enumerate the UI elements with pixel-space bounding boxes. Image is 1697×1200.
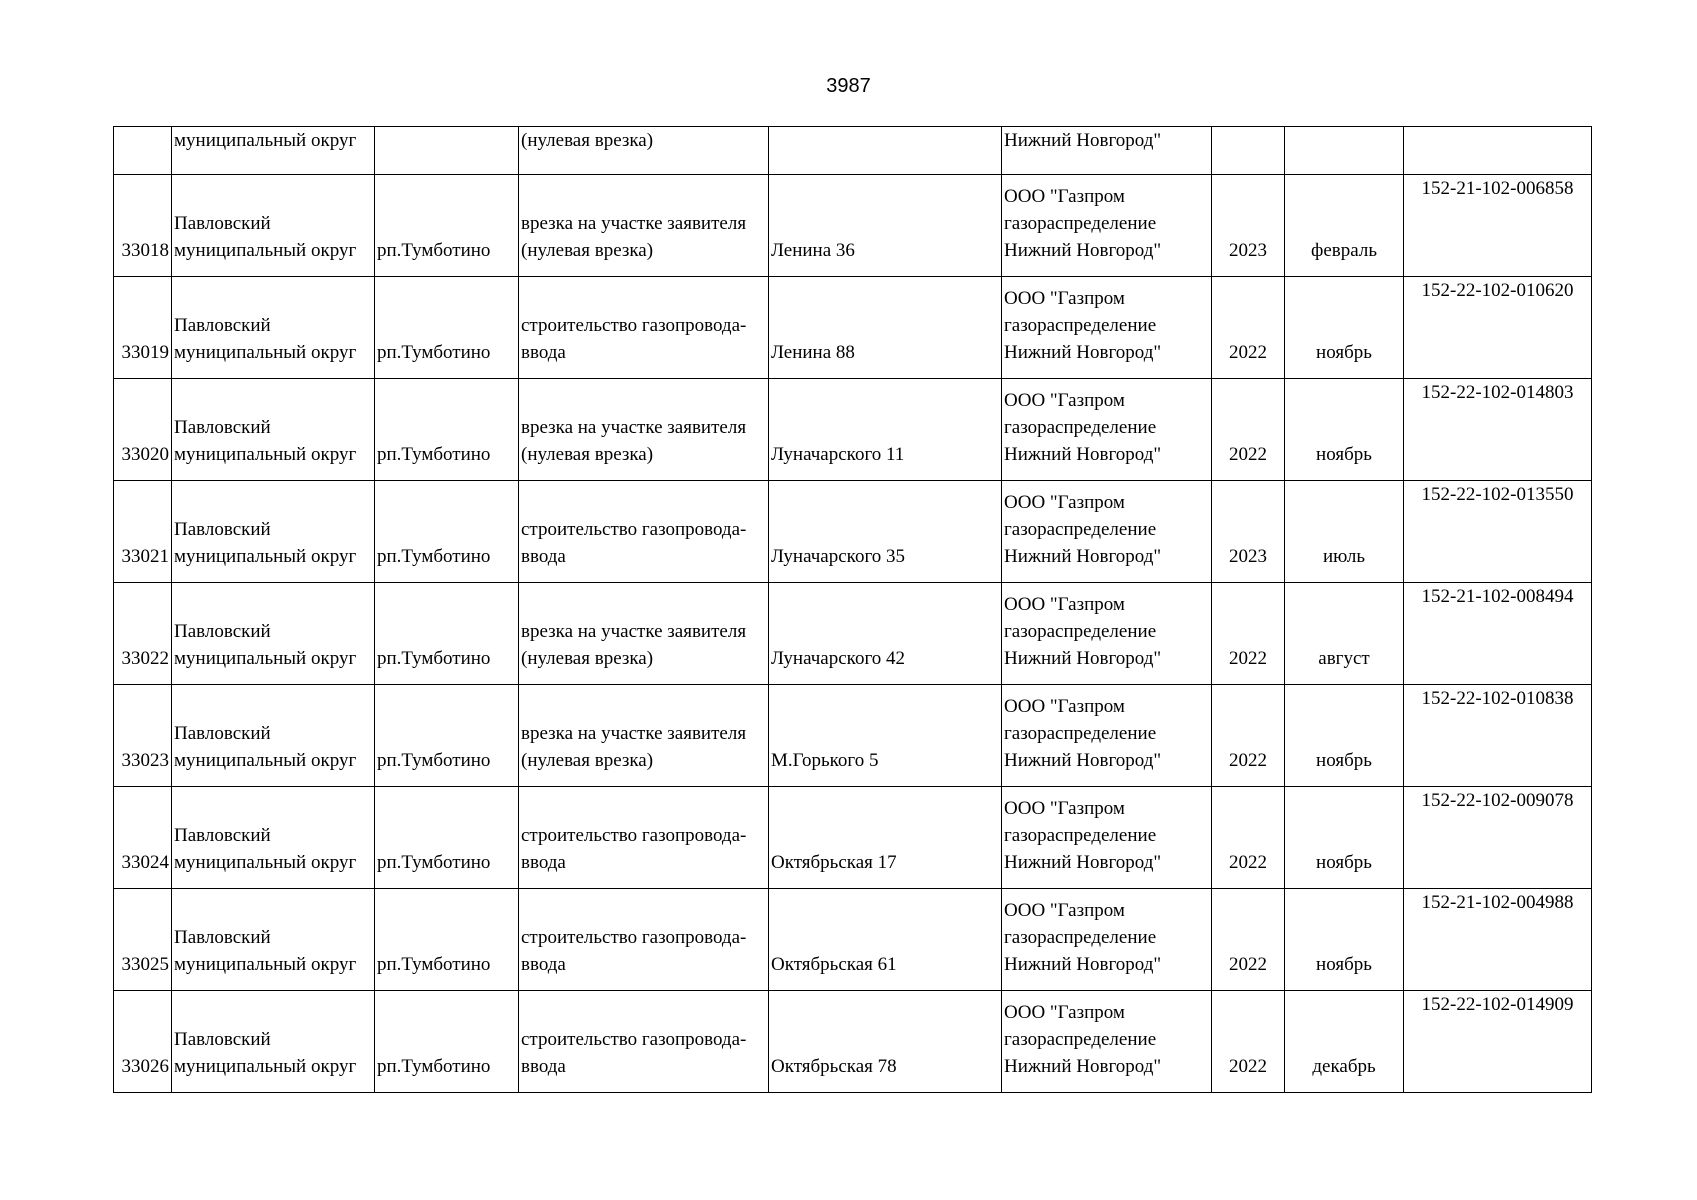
cell-district bbox=[172, 277, 375, 379]
district-line: муниципальный округ bbox=[174, 546, 357, 567]
district-line: Павловский bbox=[174, 213, 271, 234]
table-row-continuation bbox=[114, 127, 1592, 175]
table-row bbox=[114, 277, 1592, 379]
cell-district bbox=[172, 127, 375, 175]
district-line: Павловский bbox=[174, 519, 271, 540]
cell-locality: рп.Тумботино bbox=[375, 583, 519, 685]
organization-line: Нижний Новгород" bbox=[1004, 648, 1162, 669]
cell-month: ноябрь bbox=[1285, 787, 1404, 889]
organization-line: Нижний Новгород" bbox=[1004, 240, 1162, 261]
work-type-line: строительство газопровода- bbox=[521, 1029, 747, 1050]
table-row bbox=[114, 175, 1592, 277]
work-type-line: ввода bbox=[521, 546, 566, 567]
cell-year: 2023 bbox=[1212, 481, 1285, 583]
cell-address bbox=[769, 127, 1002, 175]
cell-month: август bbox=[1285, 583, 1404, 685]
cell-month: ноябрь bbox=[1285, 379, 1404, 481]
organization-line: ООО "Газпром bbox=[1004, 186, 1125, 207]
cell-year: 2023 bbox=[1212, 175, 1285, 277]
district-line: Павловский bbox=[174, 621, 271, 642]
cell-locality: рп.Тумботино bbox=[375, 991, 519, 1093]
cell-number: 33025 bbox=[114, 889, 172, 991]
cell-code: 152-21-102-004988 bbox=[1404, 889, 1592, 991]
cell-number: 33026 bbox=[114, 991, 172, 1093]
cell-year: 2022 bbox=[1212, 277, 1285, 379]
organization-line: газораспределение bbox=[1004, 825, 1157, 846]
cell-organization bbox=[1002, 481, 1212, 583]
cell-address: Октябрьская 61 bbox=[769, 889, 1002, 991]
organization-line: Нижний Новгород" bbox=[1004, 954, 1162, 975]
cell-month: февраль bbox=[1285, 175, 1404, 277]
cell-work-type bbox=[519, 127, 769, 175]
cell-work-type bbox=[519, 481, 769, 583]
organization-line: газораспределение bbox=[1004, 417, 1157, 438]
cell-number: 33023 bbox=[114, 685, 172, 787]
district-line: муниципальный округ bbox=[174, 648, 357, 669]
district-line: Павловский bbox=[174, 825, 271, 846]
work-type-line: ввода bbox=[521, 1056, 566, 1077]
cell-district bbox=[172, 685, 375, 787]
cell-address: Октябрьская 78 bbox=[769, 991, 1002, 1093]
organization-line: ООО "Газпром bbox=[1004, 798, 1125, 819]
work-type-line: (нулевая врезка) bbox=[521, 750, 654, 771]
table-row bbox=[114, 685, 1592, 787]
cell-work-type bbox=[519, 685, 769, 787]
table-row bbox=[114, 787, 1592, 889]
district-line: Павловский bbox=[174, 927, 271, 948]
cell-year bbox=[1212, 127, 1285, 175]
organization-line: газораспределение bbox=[1004, 315, 1157, 336]
district-line: муниципальный округ bbox=[174, 852, 357, 873]
cell-address: Ленина 36 bbox=[769, 175, 1002, 277]
organization-line: газораспределение bbox=[1004, 723, 1157, 744]
cell-address: М.Горького 5 bbox=[769, 685, 1002, 787]
cell-month: декабрь bbox=[1285, 991, 1404, 1093]
district-line: муниципальный округ bbox=[174, 954, 357, 975]
cell-code: 152-21-102-006858 bbox=[1404, 175, 1592, 277]
district-line: муниципальный округ bbox=[174, 1056, 357, 1077]
table-row bbox=[114, 991, 1592, 1093]
gas-connection-table bbox=[113, 126, 1592, 1093]
cell-locality bbox=[375, 127, 519, 175]
cell-work-type bbox=[519, 379, 769, 481]
cell-district bbox=[172, 481, 375, 583]
page-number: 3987 bbox=[826, 75, 871, 97]
district-line: муниципальный округ bbox=[174, 240, 357, 261]
work-type-line: врезка на участке заявителя bbox=[521, 417, 747, 438]
table-row bbox=[114, 481, 1592, 583]
work-type-line: строительство газопровода- bbox=[521, 315, 747, 336]
cell-code: 152-22-102-013550 bbox=[1404, 481, 1592, 583]
table-row bbox=[114, 889, 1592, 991]
cell-number: 33022 bbox=[114, 583, 172, 685]
cell-organization bbox=[1002, 277, 1212, 379]
cell-locality: рп.Тумботино bbox=[375, 889, 519, 991]
organization-line: ООО "Газпром bbox=[1004, 900, 1125, 921]
cell-organization bbox=[1002, 127, 1212, 175]
cell-locality: рп.Тумботино bbox=[375, 685, 519, 787]
cell-code: 152-21-102-008494 bbox=[1404, 583, 1592, 685]
organization-line: Нижний Новгород" bbox=[1004, 852, 1162, 873]
work-type-line: (нулевая врезка) bbox=[521, 240, 654, 261]
organization-line: ООО "Газпром bbox=[1004, 594, 1125, 615]
organization-line: Нижний Новгород" bbox=[1004, 130, 1162, 151]
cell-work-type bbox=[519, 175, 769, 277]
cell-code: 152-22-102-009078 bbox=[1404, 787, 1592, 889]
district-line: муниципальный округ bbox=[174, 444, 357, 465]
cell-organization bbox=[1002, 685, 1212, 787]
cell-locality: рп.Тумботино bbox=[375, 277, 519, 379]
table-row bbox=[114, 379, 1592, 481]
cell-locality: рп.Тумботино bbox=[375, 379, 519, 481]
organization-line: Нижний Новгород" bbox=[1004, 750, 1162, 771]
cell-year: 2022 bbox=[1212, 685, 1285, 787]
cell-code: 152-22-102-014803 bbox=[1404, 379, 1592, 481]
cell-work-type bbox=[519, 787, 769, 889]
cell-district bbox=[172, 787, 375, 889]
cell-organization bbox=[1002, 175, 1212, 277]
work-type-line: ввода bbox=[521, 852, 566, 873]
organization-line: газораспределение bbox=[1004, 621, 1157, 642]
cell-number: 33024 bbox=[114, 787, 172, 889]
cell-district bbox=[172, 889, 375, 991]
organization-line: газораспределение bbox=[1004, 519, 1157, 540]
work-type-line: (нулевая врезка) bbox=[521, 130, 654, 151]
cell-address: Луначарского 42 bbox=[769, 583, 1002, 685]
cell-address: Луначарского 35 bbox=[769, 481, 1002, 583]
organization-line: газораспределение bbox=[1004, 927, 1157, 948]
cell-address: Октябрьская 17 bbox=[769, 787, 1002, 889]
work-type-line: строительство газопровода- bbox=[521, 825, 747, 846]
cell-month bbox=[1285, 127, 1404, 175]
cell-code bbox=[1404, 127, 1592, 175]
district-line: муниципальный округ bbox=[174, 342, 357, 363]
district-line: Павловский bbox=[174, 1029, 271, 1050]
cell-organization bbox=[1002, 991, 1212, 1093]
organization-line: ООО "Газпром bbox=[1004, 1002, 1125, 1023]
cell-number: 33021 bbox=[114, 481, 172, 583]
cell-organization bbox=[1002, 787, 1212, 889]
table-body bbox=[114, 127, 1592, 1093]
cell-month: ноябрь bbox=[1285, 277, 1404, 379]
cell-district bbox=[172, 583, 375, 685]
organization-line: Нижний Новгород" bbox=[1004, 342, 1162, 363]
cell-organization bbox=[1002, 889, 1212, 991]
district-line: Павловский bbox=[174, 417, 271, 438]
cell-work-type bbox=[519, 889, 769, 991]
organization-line: Нижний Новгород" bbox=[1004, 1056, 1162, 1077]
cell-number: 33019 bbox=[114, 277, 172, 379]
organization-line: ООО "Газпром bbox=[1004, 390, 1125, 411]
cell-work-type bbox=[519, 277, 769, 379]
organization-line: газораспределение bbox=[1004, 213, 1157, 234]
cell-work-type bbox=[519, 991, 769, 1093]
cell-district bbox=[172, 991, 375, 1093]
district-line: Павловский bbox=[174, 315, 271, 336]
cell-year: 2022 bbox=[1212, 583, 1285, 685]
cell-code: 152-22-102-010620 bbox=[1404, 277, 1592, 379]
cell-number bbox=[114, 127, 172, 175]
cell-year: 2022 bbox=[1212, 787, 1285, 889]
cell-year: 2022 bbox=[1212, 889, 1285, 991]
cell-code: 152-22-102-010838 bbox=[1404, 685, 1592, 787]
work-type-line: ввода bbox=[521, 954, 566, 975]
organization-line: ООО "Газпром bbox=[1004, 492, 1125, 513]
organization-line: ООО "Газпром bbox=[1004, 696, 1125, 717]
cell-district bbox=[172, 175, 375, 277]
cell-number: 33018 bbox=[114, 175, 172, 277]
cell-address: Ленина 88 bbox=[769, 277, 1002, 379]
work-type-line: строительство газопровода- bbox=[521, 519, 747, 540]
cell-code: 152-22-102-014909 bbox=[1404, 991, 1592, 1093]
cell-locality: рп.Тумботино bbox=[375, 787, 519, 889]
work-type-line: врезка на участке заявителя bbox=[521, 213, 747, 234]
work-type-line: строительство газопровода- bbox=[521, 927, 747, 948]
work-type-line: врезка на участке заявителя bbox=[521, 723, 747, 744]
work-type-line: (нулевая врезка) bbox=[521, 444, 654, 465]
cell-work-type bbox=[519, 583, 769, 685]
cell-year: 2022 bbox=[1212, 991, 1285, 1093]
cell-organization bbox=[1002, 583, 1212, 685]
work-type-line: ввода bbox=[521, 342, 566, 363]
work-type-line: врезка на участке заявителя bbox=[521, 621, 747, 642]
table-row bbox=[114, 583, 1592, 685]
cell-month: ноябрь bbox=[1285, 889, 1404, 991]
cell-district bbox=[172, 379, 375, 481]
organization-line: ООО "Газпром bbox=[1004, 288, 1125, 309]
cell-address: Луначарского 11 bbox=[769, 379, 1002, 481]
district-line: муниципальный округ bbox=[174, 130, 357, 151]
organization-line: Нижний Новгород" bbox=[1004, 444, 1162, 465]
district-line: муниципальный округ bbox=[174, 750, 357, 771]
cell-locality: рп.Тумботино bbox=[375, 481, 519, 583]
organization-line: газораспределение bbox=[1004, 1029, 1157, 1050]
work-type-line: (нулевая врезка) bbox=[521, 648, 654, 669]
cell-organization bbox=[1002, 379, 1212, 481]
cell-month: июль bbox=[1285, 481, 1404, 583]
cell-year: 2022 bbox=[1212, 379, 1285, 481]
cell-number: 33020 bbox=[114, 379, 172, 481]
cell-locality: рп.Тумботино bbox=[375, 175, 519, 277]
organization-line: Нижний Новгород" bbox=[1004, 546, 1162, 567]
district-line: Павловский bbox=[174, 723, 271, 744]
cell-month: ноябрь bbox=[1285, 685, 1404, 787]
